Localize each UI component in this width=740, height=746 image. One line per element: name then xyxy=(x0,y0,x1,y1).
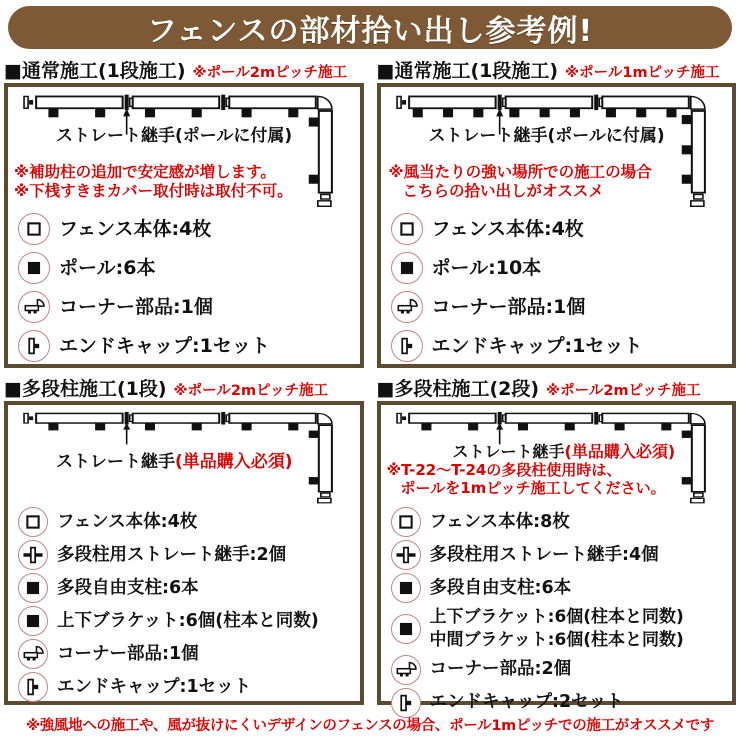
panel-heading-text: ■通常施工(1段施工) xyxy=(376,60,559,82)
panel-body xyxy=(377,401,737,713)
parts-list-item xyxy=(391,507,733,537)
parts-list-item-label: フェンス本体:4枚 xyxy=(431,217,584,240)
panel-body xyxy=(4,401,364,705)
fence-panel-icon xyxy=(391,507,421,537)
parts-list-item-label: 多段自由支柱:6本 xyxy=(429,577,572,598)
caution-note-line: こちらの拾い出しがオススメ xyxy=(402,181,604,200)
panel-multipost-2tier xyxy=(376,368,737,713)
panel-normal-1m-pitch xyxy=(377,56,737,368)
joint-label-text: ストレート継手 xyxy=(452,442,565,461)
footer-recommendation-note: ※強風地への施工や、風が抜けにくいデザインのフェンスの場合、ポール1mピッチでの施工がオススメです xyxy=(25,718,715,734)
fence-layout-diagram xyxy=(381,87,733,211)
parts-list-item xyxy=(391,606,733,652)
straight-joint-label xyxy=(429,121,665,146)
straight-joint-icon xyxy=(391,540,421,570)
panel-normal-2m-pitch xyxy=(4,56,364,368)
panel-body xyxy=(4,83,364,368)
joint-label-text: ストレート継手(ポールに付属) xyxy=(56,126,293,146)
parts-list-item-label: コーナー部品:1個 xyxy=(57,643,199,664)
panel-heading-text: ■通常施工(1段施工) xyxy=(4,60,186,82)
parts-list-item xyxy=(391,330,733,362)
parts-list-item-label: コーナー部品:2個 xyxy=(429,659,572,680)
panel-heading-note: ※ポール2mピッチ施工 xyxy=(192,65,347,81)
parts-list-item-label: 多段自由支柱:6本 xyxy=(57,577,199,598)
panel-multipost-1tier xyxy=(4,368,364,705)
parts-list-item xyxy=(391,291,733,323)
page-title-banner xyxy=(8,6,732,49)
panel-heading xyxy=(377,56,737,83)
fence-panel-icon xyxy=(391,213,423,245)
parts-list-item-label: 上下ブラケット:6個(柱本と同数) 中間ブラケット:6個(柱本と同数) xyxy=(429,607,684,650)
panel-heading xyxy=(4,56,364,83)
pole-icon xyxy=(391,614,421,644)
parts-list-item-label: エンドキャップ:1セット xyxy=(431,334,643,357)
pole-icon xyxy=(391,252,423,284)
parts-list-item-label: ポール:6本 xyxy=(59,256,156,279)
fence-layout-diagram xyxy=(381,405,733,505)
parts-list-item-label: フェンス本体:4枚 xyxy=(57,511,198,532)
parts-list-item xyxy=(18,573,360,603)
caution-note-line: ポールを1mピッチ施工してください。 xyxy=(400,479,666,498)
caution-note xyxy=(387,461,666,498)
fence-layout-diagram xyxy=(8,87,360,211)
caution-note xyxy=(389,163,652,201)
straight-joint-icon xyxy=(18,540,48,570)
corner-icon xyxy=(391,291,423,323)
parts-list-item-label: 多段柱用ストレート継手:4個 xyxy=(429,544,659,565)
pole-icon xyxy=(18,606,48,636)
parts-list-item xyxy=(18,330,360,362)
parts-list-item xyxy=(391,655,733,685)
parts-list-item-label: 多段柱用ストレート継手:2個 xyxy=(57,544,287,565)
caution-note-line: ※風当たりの強い場所での施工の場合 xyxy=(388,163,652,181)
pole-icon xyxy=(18,573,48,603)
caution-note-line: ※T-22〜T-24の多段柱使用時は、 xyxy=(386,461,622,479)
fence-panel-icon xyxy=(18,213,50,245)
panel-heading xyxy=(377,374,737,401)
joint-label-text: ストレート継手 xyxy=(56,452,175,472)
corner-icon xyxy=(391,655,421,685)
corner-icon xyxy=(18,639,48,669)
parts-list-item-label: ポール:10本 xyxy=(431,256,542,279)
parts-list xyxy=(8,505,360,702)
caution-note xyxy=(14,163,293,201)
page-title: フェンスの部材拾い出し参考例! xyxy=(146,13,594,49)
infographic-page xyxy=(0,6,740,746)
joint-label-text: ストレート継手(ポールに付属) xyxy=(428,126,665,146)
straight-joint-label xyxy=(56,121,292,146)
parts-list-item xyxy=(18,540,360,570)
fence-panel-icon xyxy=(18,507,48,537)
parts-list-item xyxy=(18,213,360,245)
parts-list-item-label: コーナー部品:1個 xyxy=(431,295,586,318)
panel-heading-note: ※ポール1mピッチ施工 xyxy=(565,65,720,81)
panel-heading-note: ※ポール2mピッチ施工 xyxy=(173,383,328,399)
parts-list-item xyxy=(18,252,360,284)
pole-icon xyxy=(391,573,421,603)
parts-list xyxy=(381,505,733,718)
parts-list-item-label: エンドキャップ:2セット xyxy=(429,692,624,713)
parts-list-item-label: フェンス本体:4枚 xyxy=(59,217,212,240)
corner-icon xyxy=(18,291,50,323)
parts-list-item xyxy=(18,672,360,702)
endcap-icon xyxy=(18,672,48,702)
parts-list-item xyxy=(18,507,360,537)
parts-list-item-label: エンドキャップ:1セット xyxy=(59,334,270,357)
pole-icon xyxy=(18,252,50,284)
parts-list-item xyxy=(391,540,733,570)
parts-list xyxy=(8,211,360,362)
parts-list-item xyxy=(18,639,360,669)
parts-list-item xyxy=(391,252,733,284)
parts-list-item xyxy=(18,606,360,636)
panel-heading-note: ※ポール2mピッチ施工 xyxy=(546,383,701,399)
joint-label-paren: (単品購入必須) xyxy=(175,452,293,472)
parts-list-item xyxy=(391,573,733,603)
panel-grid xyxy=(0,56,740,713)
panel-heading xyxy=(4,374,364,401)
joint-label-paren: (単品購入必須) xyxy=(564,442,676,461)
parts-list-item xyxy=(18,291,360,323)
panel-body xyxy=(377,83,737,368)
straight-joint-label xyxy=(56,447,293,472)
parts-list-item-label: 上下ブラケット:6個(柱本と同数) xyxy=(57,610,319,631)
straight-joint-label xyxy=(453,439,676,462)
parts-list-item-label: コーナー部品:1個 xyxy=(59,295,213,318)
endcap-icon xyxy=(18,330,50,362)
fence-layout-diagram xyxy=(8,405,360,505)
caution-note-line: ※補助柱の追加で安定感が増します。 xyxy=(14,163,276,181)
caution-note-line: ※下桟すきまカバー取付時は取付不可。 xyxy=(14,181,293,200)
panel-heading-text: ■多段柱施工(2段) xyxy=(376,378,540,400)
parts-list-item-label: エンドキャップ:1セット xyxy=(57,676,252,697)
parts-list xyxy=(381,211,733,362)
parts-list-item-label: フェンス本体:8枚 xyxy=(429,511,570,532)
parts-list-item xyxy=(391,213,733,245)
panel-heading-text: ■多段柱施工(1段) xyxy=(4,378,167,400)
endcap-icon xyxy=(391,330,423,362)
